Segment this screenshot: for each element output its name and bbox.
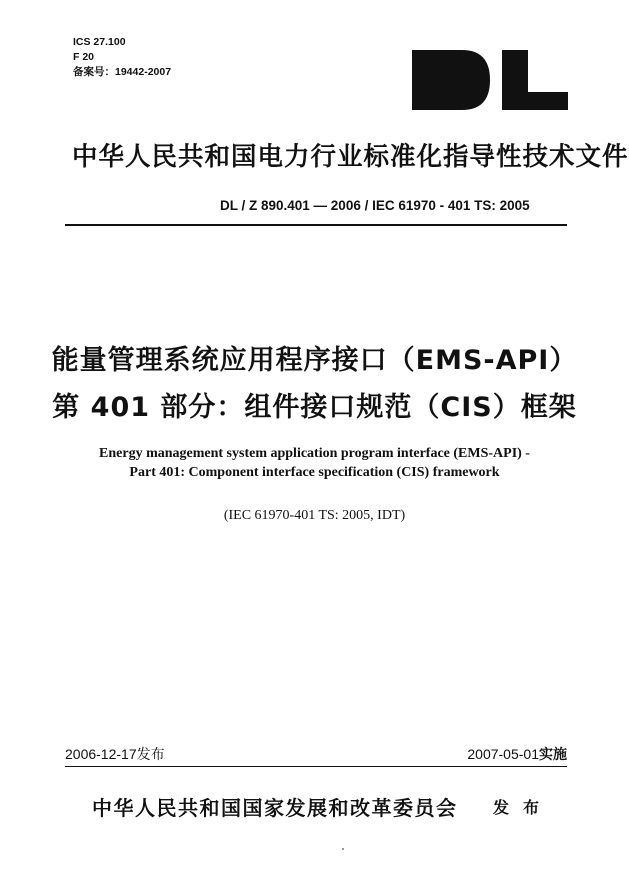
standard-code: DL / Z 890.401 — 2006 / IEC 61970 - 401 TS: 2005: [220, 198, 530, 213]
top-divider: [65, 224, 567, 226]
standard-meta: [73, 35, 171, 80]
title-en-line2: Part 401: Component interface specification (CIS) framework: [129, 465, 500, 480]
equivalence-note: (IEC 61970-401 TS: 2005, IDT): [223, 508, 406, 523]
record-number: 备案号：19442-2007: [73, 66, 172, 78]
publish-date: [65, 744, 165, 764]
implement-date: [467, 744, 567, 764]
implement-date-value: 2007-05-01: [467, 746, 539, 762]
scan-speck: [342, 848, 344, 850]
issuer-title: 中华人民共和国电力行业标准化指导性技术文件: [72, 142, 629, 172]
implement-label: 实施: [539, 746, 567, 762]
release-label: 发布: [493, 798, 554, 817]
title-cn-line2: 第 401 部分：组件接口规范（CIS）框架: [52, 392, 577, 423]
ics-code: ICS 27.100: [73, 36, 126, 48]
title-en-line1: Energy management system application program interface (EMS-API) -: [99, 446, 530, 461]
dl-logo: [410, 48, 570, 112]
publish-date-value: 2006-12-17: [65, 746, 137, 762]
title-cn-line1: 能量管理系统应用程序接口（EMS-API）: [51, 345, 578, 376]
class-code: F 20: [73, 51, 95, 63]
publisher: 中华人民共和国国家发展和改革委员会: [92, 796, 458, 820]
bottom-divider: [65, 766, 567, 767]
publish-label: 发布: [136, 746, 165, 762]
